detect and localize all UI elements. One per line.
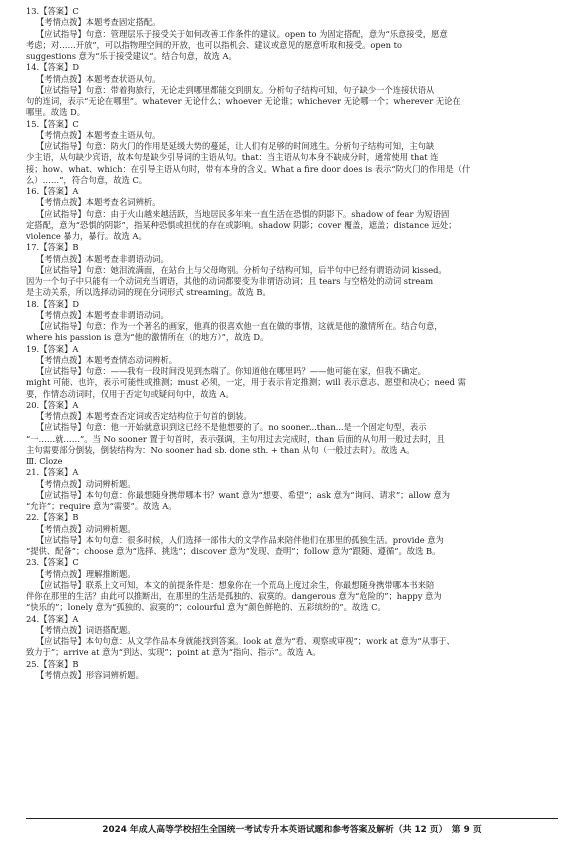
exam-point-line: 【考情点拨】本题考查情态动词辨析。: [36, 354, 178, 365]
exam-point-line: 【考情点拨】词语搭配题。: [36, 624, 136, 635]
explanation-continuation-line: 要，作情态动词时，仅用于否定句或疑问句中，故选 A。: [26, 388, 234, 399]
question-answer-heading: 18.【答案】D: [26, 298, 80, 309]
exam-point-line: 【考情点拨】本题考查非谓语动词。: [36, 309, 169, 320]
question-answer-heading: 23.【答案】C: [26, 557, 79, 568]
explanation-line: 【应试指导】本句句意：很多时候，人们选择一部伟大的文学作品来陪伴他们在那里的孤独生活。provide 意为: [36, 534, 444, 545]
explanation-continuation-line: 考虑；对……开放”，可以指物理空间的开放，也可以指机会、建议或意见的愿意听取和接受。open to: [26, 39, 402, 50]
explanation-continuation-line: 是主动关系，所以选择动词的现在分词形式 streaming。故选 B。: [26, 287, 271, 298]
explanation-continuation-line: 伴你在那里的生活？由此可以推断出，在那里的生活是孤独的、寂寞的。dangerous 意为“危险的”；happy 意为: [26, 591, 442, 601]
explanation-line: 【应试指导】句意：——我有一段时间没见到杰瑞了。你知道他在哪里吗？——他可能在家，但我不确定。: [36, 366, 426, 376]
explanation-continuation-line: 哪里。故选 D。: [26, 107, 86, 118]
explanation-line: 【应试指导】句意：带着狗旅行，无论走到哪里都能交到朋友。分析句子结构可知，句子缺少一个连接状语从: [36, 84, 435, 95]
question-answer-heading: 13.【答案】C: [26, 6, 79, 16]
explanation-continuation-line: “允许”；require 意为“需要”。故选 A。: [26, 501, 177, 511]
page-footer: 2024 年成人高等学校招生全国统一考试专升本英语试题和参考答案及解析（共 12 页） 第 9 页: [26, 818, 558, 835]
explanation-line: 【应试指导】句意：由于火山越来越活跃，当地居民多年来一直生活在恐惧的阴影下。shadow of fear 为短语固: [36, 208, 450, 219]
explanation-continuation-line: where his passion is 意为“他的激情所在（的地方）”，故选 D。: [26, 332, 269, 343]
exam-point-line: 【考情点拨】本题考查非谓语动词。: [36, 253, 169, 264]
exam-point-line: 【考情点拨】动词辨析题。: [36, 523, 136, 534]
explanation-continuation-line: 么）……”，符合句意，故选 C。: [26, 174, 148, 185]
question-answer-heading: 22.【答案】B: [26, 512, 79, 523]
exam-point-line: 【考情点拨】本题考查主语从句。: [36, 129, 161, 140]
question-answer-heading: 24.【答案】A: [26, 613, 79, 624]
explanation-continuation-line: 少主语，从句缺少宾语，故本句是缺少引导词的主语从句。that：当主语从句本身不缺成分时，通常使用 that 连: [26, 152, 439, 163]
explanation-line: 【应试指导】联系上文可知，本文的前提条件是：想象你在一个荒岛上度过余生，你最想随身携带哪本书来陪: [36, 579, 435, 590]
question-answer-heading: 14.【答案】D: [26, 62, 80, 73]
explanation-continuation-line: “快乐的”；lonely 意为“孤独的、寂寞的”；colourful 意为“颜色鲜艳的、五彩缤纷的”。故选 C。: [26, 602, 386, 613]
explanation-line: 【应试指导】本句句意：从文学作品本身就能找到答案。look at 意为“看、观察或审视”；work at 意为“从事于、: [36, 636, 455, 646]
explanation-continuation-line: 主句需要部分倒装，倒装结构为：No sooner had sb. done sth. + than 从句（一般过去时）。故选 A。: [26, 444, 415, 455]
exam-point-line: 【考情点拨】本题考查否定词或否定结构位于句首的倒装。: [36, 411, 252, 421]
explanation-line: 【应试指导】句意：她泪流满面，在站台上与父母吻别。分析句子结构可知，后半句中已经有谓语动词 kissed。: [36, 264, 447, 275]
explanation-line: 【应试指导】句意：作为一个著名的画家，他真的很喜欢他一直在做的事情，这就是他的激情所在。结合句意，: [36, 321, 443, 331]
section-heading: Ⅲ. Cloze: [26, 456, 63, 466]
exam-point-line: 【考情点拨】本题考查名词辨析。: [36, 197, 161, 208]
exam-point-line: 【考情点拨】本题考查状语从句。: [36, 73, 161, 84]
question-answer-heading: 21.【答案】A: [26, 467, 79, 478]
explanation-continuation-line: “提供、配备”；choose 意为“选择、挑选”；discover 意为“发现、查明”；follow 意为“跟随、遵循”。故选 B。: [26, 546, 441, 556]
explanation-continuation-line: might 可能、也许，表示可能性或推测；must 必须，一定，用于表示肯定推测；will 表示意志、愿望和决心；need 需: [26, 377, 466, 388]
explanation-continuation-line: 句的连词，表示“无论在哪里”。whatever 无论什么；whoever 无论谁；whichever 无论哪一个；wherever 无论在: [26, 96, 461, 106]
answer-explanations: [26, 6, 558, 681]
explanation-line: 【应试指导】本句句意：你最想随身携带哪本书？want 意为“想要、希望”；ask 意为“询问、请求”；allow 意为: [36, 489, 451, 500]
exam-point-line: 【考情点拨】动词辨析题。: [36, 478, 136, 489]
explanation-continuation-line: 接；how、what、which：在引导主语从句时，带有本身的含义。What a fire door does is 表示“防火门的作用是（什: [26, 163, 471, 174]
explanation-line: 【应试指导】句意：管理层乐于接受关于如何改善工作条件的建议。open to 为固定搭配，意为“乐意接受，愿意: [36, 28, 448, 39]
question-answer-heading: 16.【答案】A: [26, 186, 79, 196]
explanation-continuation-line: suggestions 意为“乐于接受建议”。结合句意，故选 A。: [26, 51, 237, 61]
explanation-line: 【应试指导】句意：防火门的作用是延缓大势的蔓延，让人们有足够的时间逃生。分析句子结构可知，主句缺: [36, 141, 435, 151]
explanation-continuation-line: 致力于”；arrive at 意为“到达、实现”；point at 意为“指向、指示”。故选 A。: [26, 647, 321, 658]
question-answer-heading: 17.【答案】B: [26, 242, 79, 253]
question-answer-heading: 25.【答案】B: [26, 658, 79, 669]
explanation-continuation-line: 定搭配，意为“恐惧的阴影”，指某种恐惧或担忧的存在或影响。shadow 阴影；cover 覆盖，遮盖；distance 远处；: [26, 219, 457, 230]
explanation-continuation-line: “一……就……”。当 No sooner 置于句首时，表示强调，主句用过去完成时，than 后面的从句用一般过去时，且: [26, 433, 445, 444]
exam-point-line: 【考情点拨】形容词辨析题。: [36, 669, 144, 680]
explanation-continuation-line: violence 暴力，暴行。故选 A。: [26, 231, 147, 241]
question-answer-heading: 20.【答案】A: [26, 399, 79, 410]
question-answer-heading: 19.【答案】A: [26, 343, 79, 354]
explanation-line: 【应试指导】句意：他一开始就意识到这已经不是他想要的了。no sooner...than...是一个固定句型，表示: [36, 422, 427, 433]
explanation-continuation-line: 因为一个句子中只能有一个动词充当谓语，其他的动词都要变为非谓语动词；且 tears 与空格处的动词 stream: [26, 276, 434, 286]
question-answer-heading: 15.【答案】C: [26, 118, 79, 129]
exam-point-line: 【考情点拨】理解推断题。: [36, 568, 136, 579]
exam-point-line: 【考情点拨】本题考查固定搭配。: [36, 17, 161, 28]
